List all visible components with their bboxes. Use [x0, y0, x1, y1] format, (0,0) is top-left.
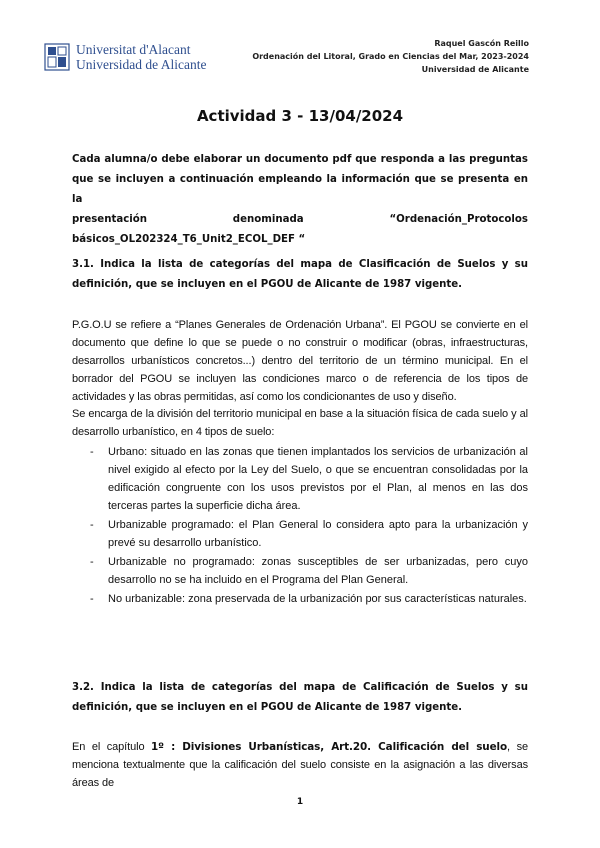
list-item: - Urbano: situado en las zonas que tienen implantados los servicios de urbanización al nivel exigido al efecto por la Ley del Suelo, o que se encuentran consolidadas por la edificación congruente con los usos previstos por el Plan, al menos en las dos terceras partes la superficie dicha área.: [90, 446, 528, 512]
question-3-1: 3.1. Indica la lista de categorías del mapa de Clasificación de Suelos y su definición, que se incluyen en el PGOU de Alicante de 1987 vigente.: [72, 259, 528, 290]
list-item-text: Urbanizable programado: el Plan General lo considera apto para la urbanización y prevé su desarrollo urbanístico.: [108, 519, 528, 549]
list-item: - Urbanizable no programado: zonas susceptibles de ser urbanizadas, pero cuyo desarrollo no se ha incluido en el Programa del Plan General.: [90, 556, 528, 586]
intro-text-end: básicos_OL202324_T6_Unit2_ECOL_DEF “: [72, 234, 306, 245]
paragraph-soil-division: Se encarga de la división del territorio municipal en base a la situación física de cada suelo y al desarrollo urbanístico, en 4 tipos de suelo:: [72, 408, 528, 438]
university-logo: [44, 40, 209, 74]
p3-after: , se menciona textualmente que la calificación del suelo consiste en la asignación a las diversas áreas de: [72, 741, 528, 789]
paragraph-pgou-definition: P.G.O.U se refiere a “Planes Generales de Ordenación Urbana”. El PGOU se convierte en el documento que define lo que se puede o no construir o modificar (obras, infraestructuras, desarrollos urbanísticos concretos...) dentro del territorio de un término municipal. En el borrador del PGOU se incluyen las condiciones marco o de referencia de los tipos de actividades y las obras permitidas, así como los condicionantes de uso y diseño.: [72, 319, 528, 403]
list-item: - Urbanizable programado: el Plan General lo considera apto para la urbanización y prevé su desarrollo urbanístico.: [90, 519, 528, 549]
intro-word-3: “Ordenación_Protocolos: [389, 214, 528, 225]
paragraph-chapter-reference: [72, 738, 528, 792]
p3-bold-reference: 1º : Divisiones Urbanísticas, Art.20. Calificación del suelo: [151, 741, 508, 753]
intro-justified-line: [72, 210, 528, 230]
p3-before: En el capítulo: [72, 741, 152, 753]
intro-word-2: denominada: [232, 214, 304, 225]
list-item-text: Urbanizable no programado: zonas susceptibles de ser urbanizadas, pero cuyo desarrollo no se ha incluido en el Programa del Plan General.: [108, 556, 528, 586]
list-item: - No urbanizable: zona preservada de la urbanización por sus características naturales.: [90, 593, 527, 605]
university-emblem-icon: [44, 42, 70, 72]
intro-word-1: presentación: [72, 214, 147, 225]
course-name: Ordenación del Litoral, Grado en Ciencias del Mar, 2023-2024: [252, 52, 529, 61]
university-name: Universidad de Alicante: [421, 65, 529, 74]
question-3-2: 3.2. Indica la lista de categorías del mapa de Calificación de Suelos y su definición, que se incluyen en el PGOU de Alicante de 1987 vigente.: [72, 682, 528, 713]
soil-type-list: [90, 443, 528, 609]
page-number: 1: [296, 797, 304, 807]
header-info: [252, 37, 529, 76]
intro-text: Cada alumna/o debe elaborar un documento pdf que responda a las preguntas que se incluyen a continuación empleando la información que se presenta en la: [72, 154, 528, 205]
list-item-text: Urbano: situado en las zonas que tienen implantados los servicios de urbanización al nivel exigido al efecto por la Ley del Suelo, o que se encuentran consolidadas por la edificación congruente con los usos previstos por el Plan, al menos en las dos terceras partes la superficie dicha área.: [108, 446, 528, 512]
logo-line-valencian: Universitat d'Alacant: [76, 42, 191, 57]
list-item-text: No urbanizable: zona preservada de la urbanización por sus características naturales.: [108, 593, 527, 605]
intro-paragraph: [72, 150, 528, 250]
author-name: Raquel Gascón Reillo: [434, 39, 529, 48]
document-title: Actividad 3 - 13/04/2024: [196, 107, 404, 125]
logo-line-spanish: Universidad de Alicante: [76, 57, 207, 72]
